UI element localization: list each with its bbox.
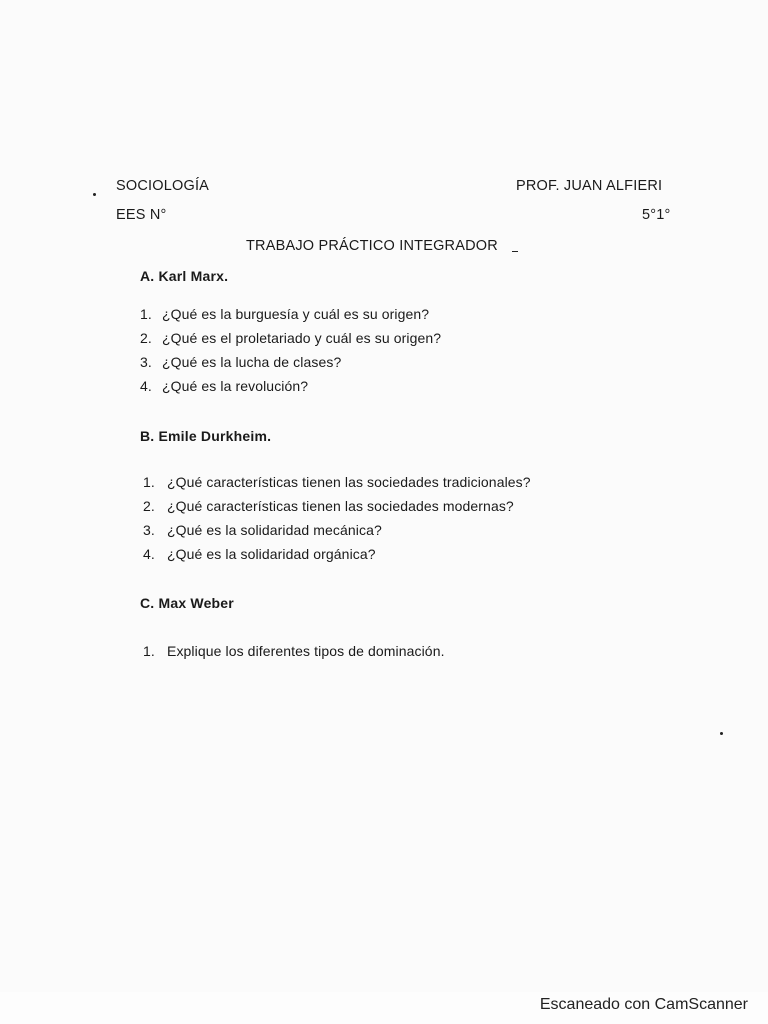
question-text: ¿Qué es la revolución? bbox=[162, 378, 309, 394]
question-number: 2. bbox=[140, 330, 152, 346]
section-heading: A. Karl Marx. bbox=[140, 268, 229, 284]
professor-label: PROF. JUAN ALFIERI bbox=[516, 178, 663, 194]
question-number: 2. bbox=[143, 498, 155, 514]
question-number: 1. bbox=[143, 474, 155, 490]
question-item bbox=[143, 546, 376, 562]
question-text: ¿Qué es la solidaridad orgánica? bbox=[167, 546, 376, 562]
subject-label: SOCIOLOGÍA bbox=[116, 178, 210, 194]
question-text: ¿Qué características tienen las sociedades tradicionales? bbox=[167, 474, 531, 490]
question-number: 4. bbox=[143, 546, 155, 562]
course-label: 5°1° bbox=[642, 207, 671, 223]
question-text: ¿Qué es la burguesía y cuál es su origen? bbox=[162, 306, 430, 322]
question-item bbox=[143, 498, 514, 514]
question-item bbox=[140, 354, 341, 370]
question-number: 1. bbox=[140, 306, 152, 322]
scan-speck bbox=[93, 193, 96, 196]
section-heading: B. Emile Durkheim. bbox=[140, 428, 272, 444]
scan-speck bbox=[720, 732, 723, 735]
question-number: 1. bbox=[143, 643, 155, 659]
question-item bbox=[143, 643, 445, 659]
question-item bbox=[143, 474, 531, 490]
question-text: ¿Qué es la solidaridad mecánica? bbox=[167, 522, 382, 538]
question-item bbox=[140, 378, 308, 394]
question-text: ¿Qué es la lucha de clases? bbox=[162, 354, 342, 370]
school-label: EES N° bbox=[116, 207, 167, 223]
question-text: ¿Qué es el proletariado y cuál es su origen? bbox=[162, 330, 442, 346]
question-number: 3. bbox=[140, 354, 152, 370]
camscanner-watermark: Escaneado con CamScanner bbox=[539, 996, 748, 1013]
scan-speck bbox=[512, 251, 518, 252]
document-title: TRABAJO PRÁCTICO INTEGRADOR bbox=[246, 238, 498, 254]
question-item bbox=[143, 522, 382, 538]
question-text: ¿Qué características tienen las sociedades modernas? bbox=[167, 498, 514, 514]
question-item bbox=[140, 330, 441, 346]
question-item bbox=[140, 306, 429, 322]
section-heading: C. Max Weber bbox=[140, 595, 234, 611]
question-text: Explique los diferentes tipos de dominación. bbox=[167, 643, 445, 659]
question-number: 4. bbox=[140, 378, 152, 394]
question-number: 3. bbox=[143, 522, 155, 538]
